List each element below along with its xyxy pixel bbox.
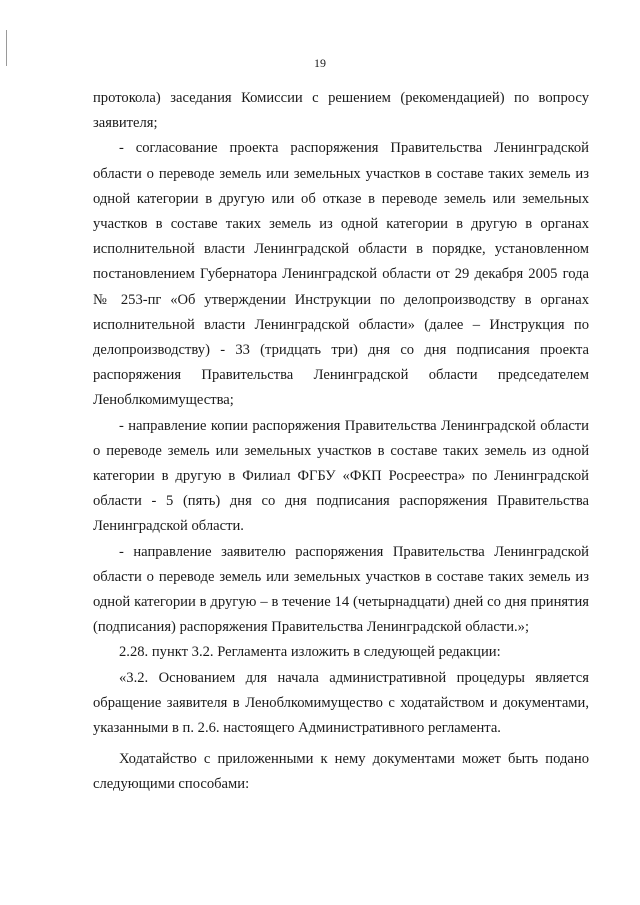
paragraph-clause-3-2: «3.2. Основанием для начала административной процедуры является обращение заявителя в Леноблкомимущество с ходатайством и документами, указанными в п. 2.6. настоящего Административного регламента.: [93, 669, 589, 737]
paragraph-continuation: протокола) заседания Комиссии с решением (рекомендацией) по вопросу заявителя;: [93, 90, 589, 132]
paragraph-approval-item: - согласование проекта распоряжения Правительства Ленинградской области о переводе земель или земельных участков в составе таких земель из одной категории в другую или об отказе в переводе земель или земельных участков в составе таких земель из одной категории в другую в органах исполнительной власти Ленинградской области в порядке, установленном постановлением Губернатора Ленинградской области от 29 декабря 2005 года № 253-пг «Об утверждении Инструкции по делопроизводству в органах исполнительной власти Ленинградской области» (далее – Инструкция по делопроизводству) - 33 (тридцать три) дня со дня подписания проекта распоряжения Правительства Ленинградской области председателем Леноблкомимущества;: [93, 140, 589, 409]
document-body: [93, 86, 589, 798]
paragraph-notify-item: - направление заявителю распоряжения Правительства Ленинградской области о переводе земель или земельных участков в составе таких земель из одной категории в другую – в течение 14 (четырнадцати) дней со дня принятия (подписания) распоряжения Правительства Ленинградской области.»;: [93, 543, 589, 636]
paragraph-submission-methods: Ходатайство с приложенными к нему документами может быть подано следующими способами:: [93, 751, 589, 793]
paragraph-copy-item: - направление копии распоряжения Правительства Ленинградской области о переводе земель или земельных участков в составе таких земель из одной категории в другую в Филиал ФГБУ «ФКП Росреестра» по Ленинградской области - 5 (пять) дня со дня подписания распоряжения Правительства Ленинградской области.: [93, 417, 589, 535]
page-number: 19: [314, 56, 326, 70]
paragraph-amendment: 2.28. пункт 3.2. Регламента изложить в следующей редакции:: [119, 644, 501, 661]
